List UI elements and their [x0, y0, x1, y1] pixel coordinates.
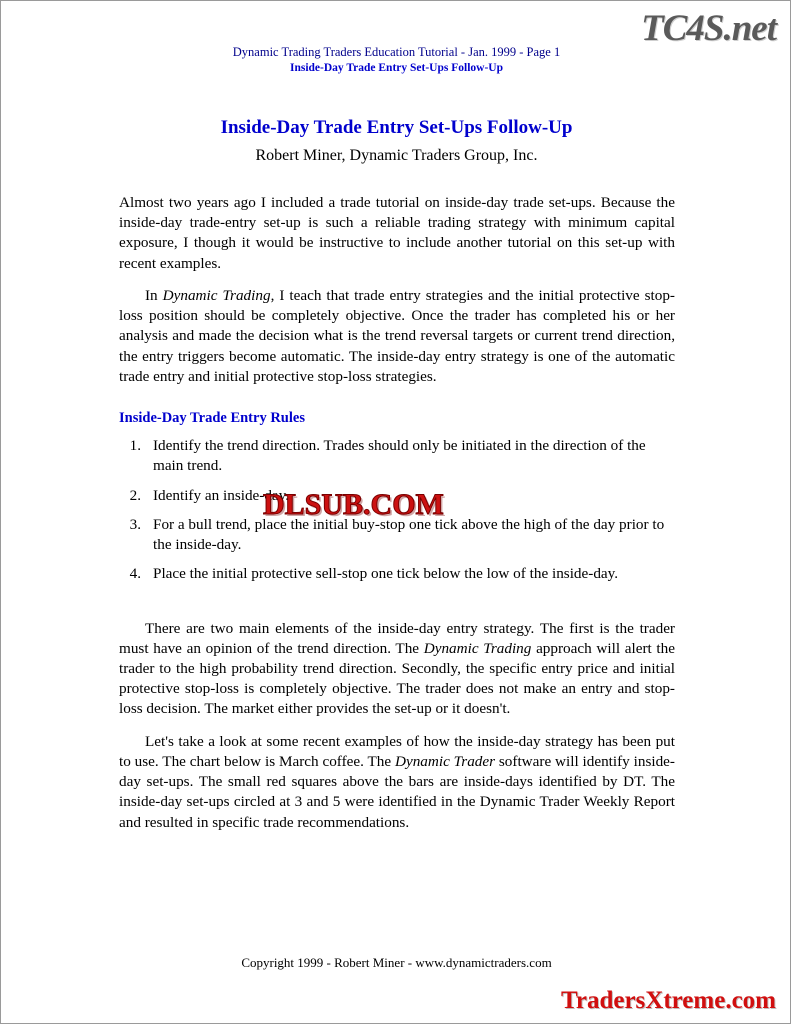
header-line-2: Inside-Day Trade Entry Set-Ups Follow-Up — [290, 61, 503, 74]
watermark-tradersxtreme: TradersXtreme.com — [561, 987, 776, 1014]
book-title-dynamic-trading: Dynamic Trading — [162, 286, 271, 304]
book-title-dynamic-trading-2: Dynamic Trading — [423, 639, 532, 657]
paragraph-two-elements-part1: There are two main elements of the inside-day entry strategy. The first is the trader must have an opinion of the trend direction. The — [119, 619, 675, 657]
paragraph-objective — [119, 286, 675, 387]
list-item: Identify an inside-day. — [153, 486, 290, 504]
section-heading-rules: Inside-Day Trade Entry Rules — [119, 409, 305, 426]
paragraph-examples-part1: Let's take a look at some recent examples of how the inside-day strategy has been put to use. The chart below is March coffee. The — [119, 732, 675, 770]
list-item: For a bull trend, place the initial buy-stop one tick above the high of the day prior to the inside-day. — [153, 515, 665, 554]
list-item: Identify the trend direction. Trades should only be initiated in the direction of the main trend. — [153, 437, 646, 475]
header-line-1: Dynamic Trading Traders Education Tutorial - Jan. 1999 - Page 1 — [232, 45, 561, 59]
page-header — [1, 45, 791, 75]
paragraph-objective-part1: In — [145, 286, 163, 304]
spacer — [119, 603, 675, 619]
paragraph-examples-part2: software will identify inside-day set-ups. The small red squares above the bars are inside-days identified by DT. The inside-day set-ups circled at 3 and 5 were identified in the Dynamic Trader Weekly Report and resulted in specific trade recommendations. — [119, 752, 675, 831]
watermark-tc4s: TC4S.net — [641, 8, 776, 49]
list-item: Place the initial protective sell-stop one tick below the low of the inside-day. — [153, 565, 619, 583]
page-footer: Copyright 1999 - Robert Miner - www.dynamictraders.com — [241, 955, 552, 970]
page-title: Inside-Day Trade Entry Set-Ups Follow-Up — [220, 117, 573, 138]
paragraph-intro: Almost two years ago I included a trade tutorial on inside-day trade set-ups. Because the inside-day trade-entry set-up is such a reliable trading strategy with minimum capital exposure, I though it would be instructive to include another tutorial on this set-up with recent examples. — [119, 194, 675, 272]
paragraph-examples — [119, 732, 675, 833]
paragraph-two-elements-part2: approach will alert the trader to the high probability trend direction. Secondly, the specific entry price and initial protective stop-loss is completely objective. The trader does not make an entry and stop-loss decision. The market either provides the set-up or it doesn't. — [119, 639, 675, 718]
paragraph-objective-part2: , I teach that trade entry strategies and the initial protective stop-loss position should be completely objective. Once the trader has completed his or her analysis and made the decision what is the trend reversal targets or current trend direction, the entry triggers become automatic. The inside-day entry strategy is one of the automatic trade entry and initial protective stop-loss strategies. — [119, 286, 675, 385]
product-name-dynamic-trader: Dynamic Trader — [394, 752, 496, 770]
watermark-dlsub: DLSUB.COM — [263, 488, 444, 521]
author-byline: Robert Miner, Dynamic Traders Group, Inc. — [255, 147, 538, 164]
paragraph-two-elements — [119, 619, 675, 720]
